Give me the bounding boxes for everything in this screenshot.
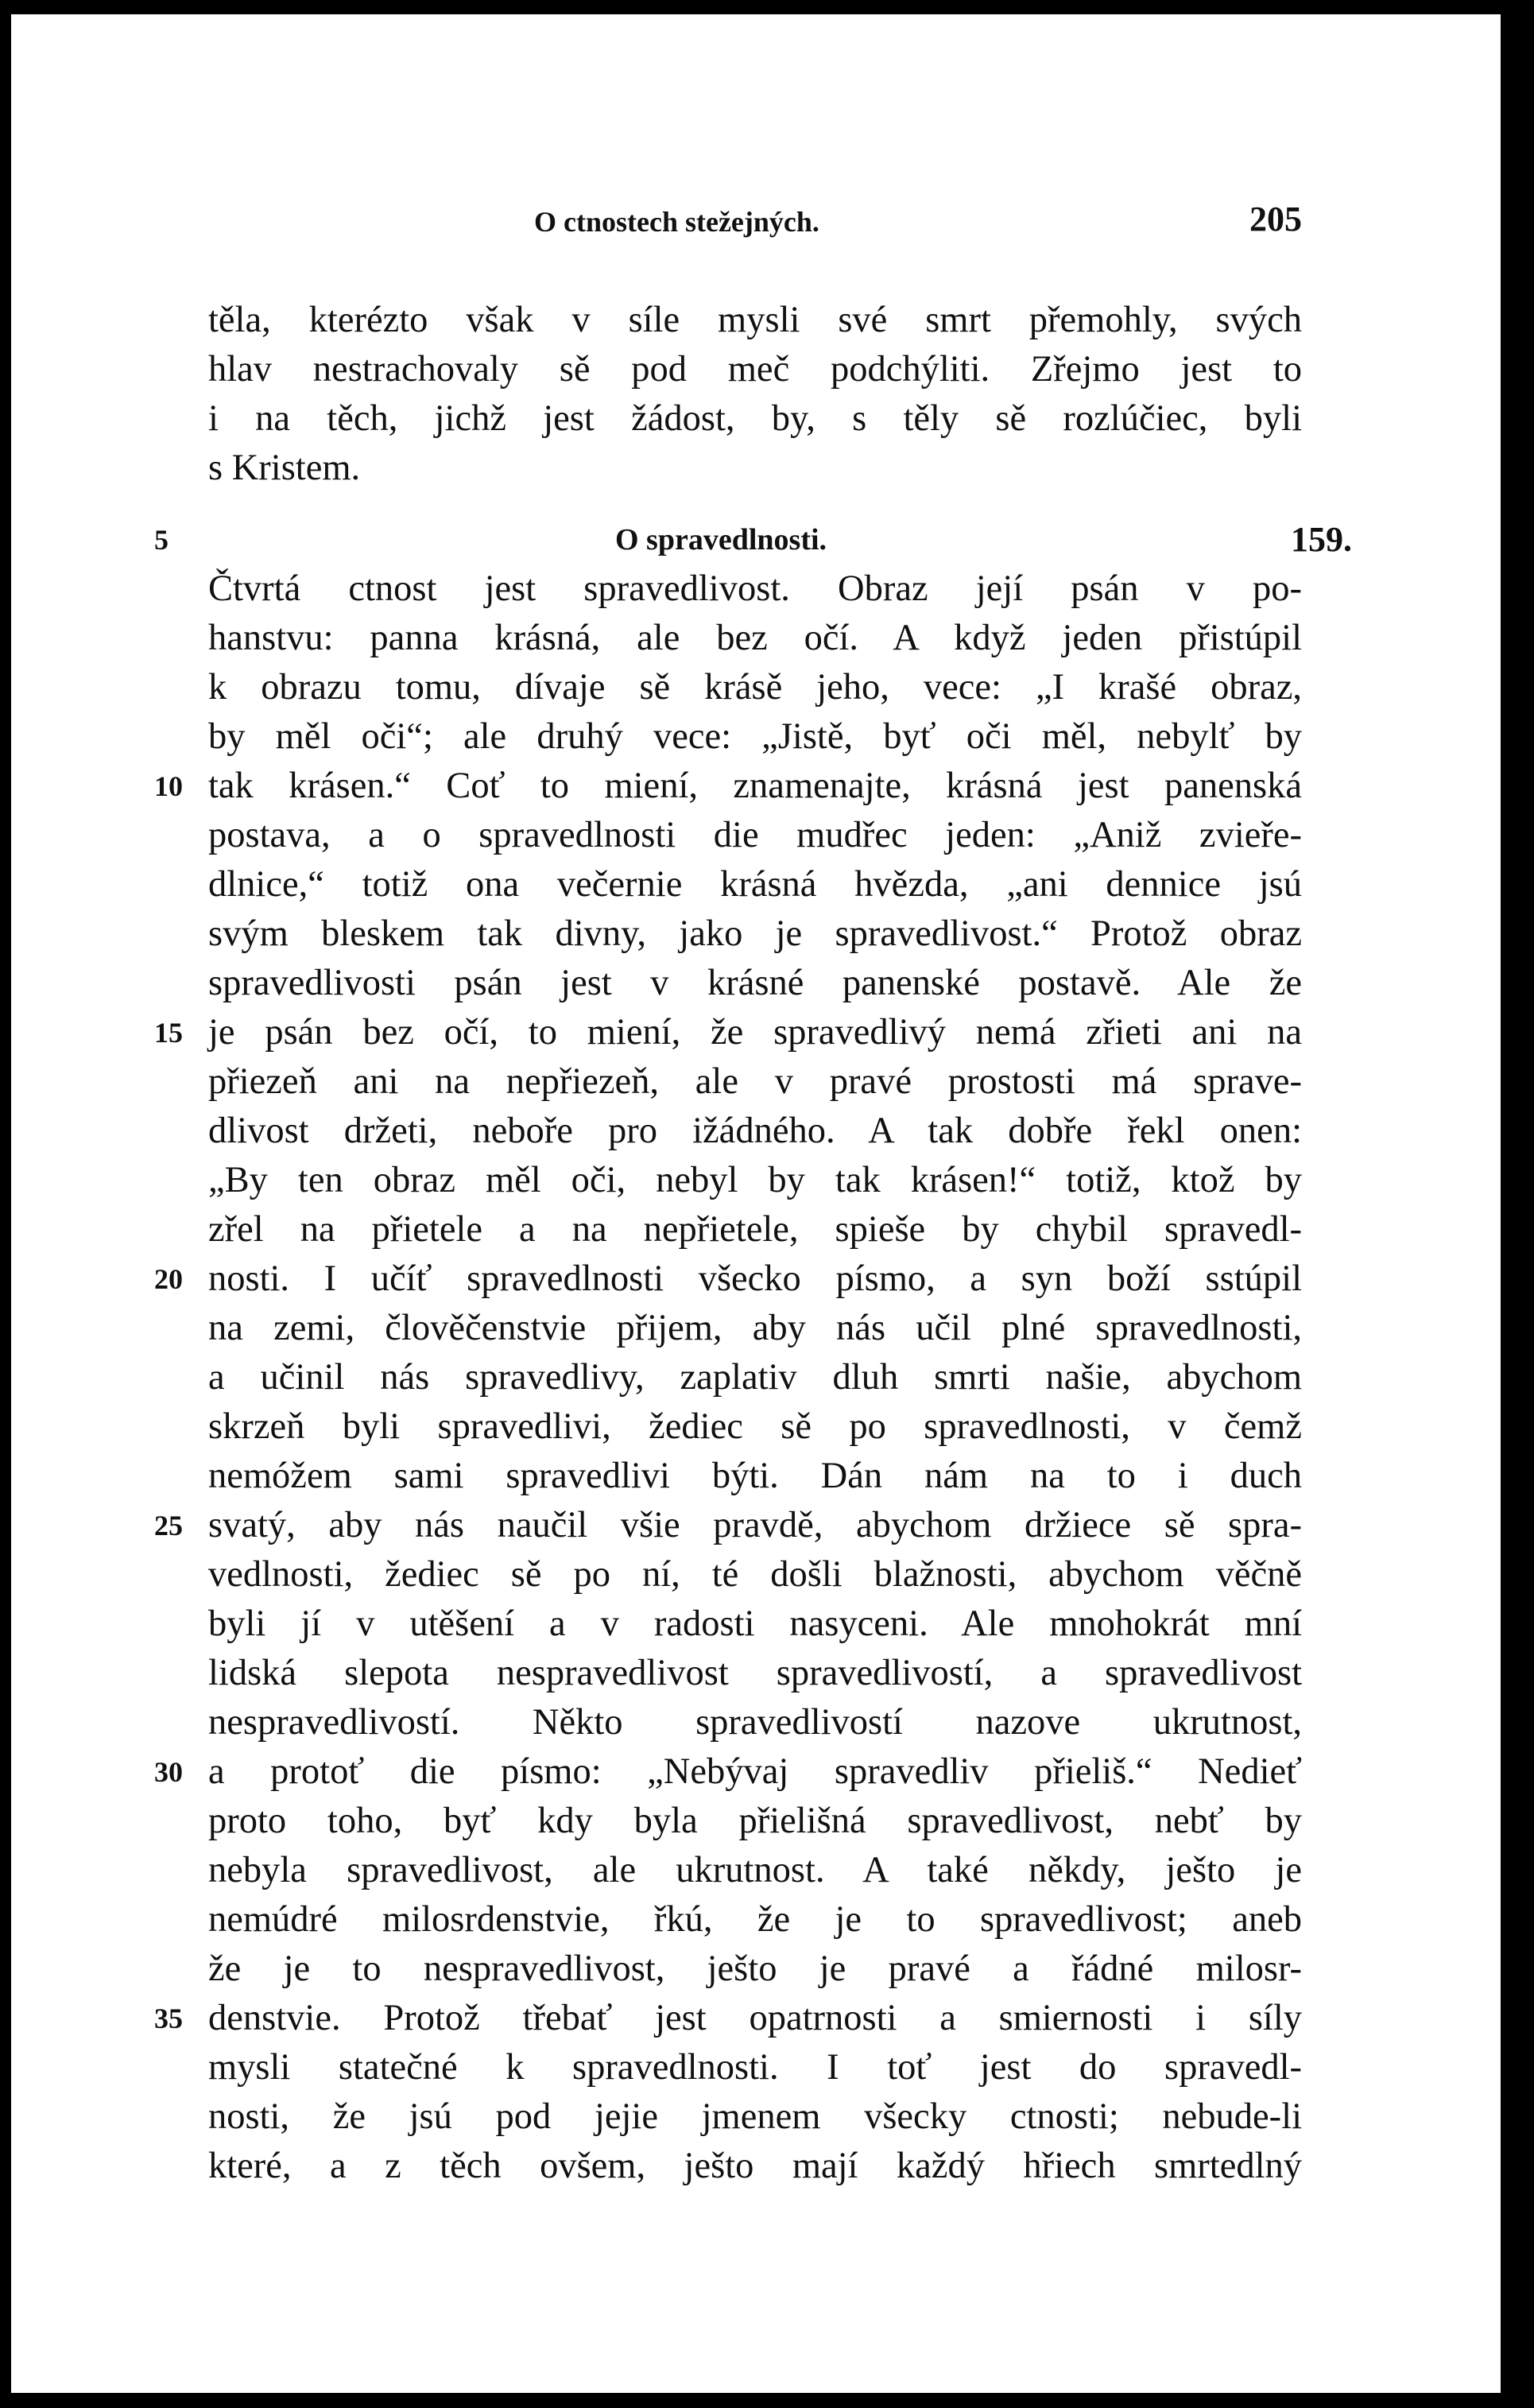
text-line: svým bleskem tak divny, jako je spravedlivost.“ Protož obraz bbox=[208, 913, 1302, 954]
marginal-number: 159. bbox=[1291, 520, 1352, 559]
text-line: nemóžem sami spravedlivi býti. Dán nám na to i duch bbox=[208, 1456, 1302, 1496]
text-line: hanstvu: panna krásná, ale bez očí. A když jeden přistúpil bbox=[208, 618, 1302, 658]
text-line: na zemi, člověčenstvie přijem, aby nás učil plné spravedlnosti, bbox=[208, 1308, 1302, 1348]
book-page bbox=[11, 14, 1501, 2393]
text-line: je psán bez očí, to miení, že spravedlivý nemá zřieti ani na bbox=[208, 1012, 1302, 1053]
text-line: by měl oči“; ale druhý vece: „Jistě, byť oči měl, nebylť by bbox=[208, 716, 1302, 757]
text-line: zřel na přietele a na nepřietele, spieše by chybil spravedl- bbox=[208, 1209, 1302, 1250]
text-line: že je to nespravedlivost, ješto je pravé a řádné milosr- bbox=[208, 1949, 1302, 1989]
text-line: Čtvrtá ctnost jest spravedlivost. Obraz její psán v po- bbox=[208, 568, 1302, 609]
line-number: 5 bbox=[154, 524, 169, 556]
text-line: „By ten obraz měl oči, nebyl by tak krásen!“ totiž, ktož by bbox=[208, 1160, 1302, 1200]
text-line: postava, a o spravedlnosti die mudřec jeden: „Aniž zvieře- bbox=[208, 815, 1302, 855]
page-number: 205 bbox=[1249, 200, 1302, 238]
text-line: a protoť die písmo: „Nebývaj spravedliv přieliš.“ Nedieť bbox=[208, 1751, 1302, 1792]
text-line: vedlnosti, žediec sě po ní, té došli blažnosti, abychom věčně bbox=[208, 1554, 1302, 1595]
text-line: byli jí v utěšení a v radosti nasyceni. Ale mnohokrát mní bbox=[208, 1603, 1302, 1644]
text-line: k obrazu tomu, dívaje sě krásě jeho, vece: „I krašé obraz, bbox=[208, 667, 1302, 708]
line-number: 10 bbox=[154, 770, 183, 802]
text-line: nosti. I učíť spravedlnosti všecko písmo, a syn boží sstúpil bbox=[208, 1258, 1302, 1299]
text-line: denstvie. Protož třebať jest opatrnosti a smiernosti i síly bbox=[208, 1998, 1302, 2038]
page-header bbox=[208, 199, 1302, 246]
text-line: i na těch, jichž jest žádost, by, s těly sě rozlúčiec, byli bbox=[208, 398, 1302, 439]
text-line: lidská slepota nespravedlivost spravedlivostí, a spravedlivost bbox=[208, 1653, 1302, 1693]
text-line: s Kristem. bbox=[208, 448, 361, 488]
text-line: proto toho, byť kdy byla přielišná spravedlivost, nebť by bbox=[208, 1801, 1302, 1841]
text-line: mysli statečné k spravedlnosti. I toť jest do spravedl- bbox=[208, 2047, 1302, 2088]
line-number: 15 bbox=[154, 1017, 183, 1049]
text-line: tak krásen.“ Coť to miení, znamenajte, krásná jest panenská bbox=[208, 766, 1302, 806]
text-line: nosti, že jsú pod jejie jmenem všecky ctnosti; nebude-li bbox=[208, 2096, 1302, 2137]
line-number: 20 bbox=[154, 1263, 183, 1295]
text-line: dlivost držeti, neboře pro ižádného. A tak dobře řekl onen: bbox=[208, 1111, 1302, 1151]
text-line: nebyla spravedlivost, ale ukrutnost. A také někdy, ješto je bbox=[208, 1850, 1302, 1890]
text-line: skrzeň byli spravedlivi, žediec sě po spravedlnosti, v čemž bbox=[208, 1406, 1302, 1447]
text-line: které, a z těch ovšem, ješto mají každý hřiech smrtedlný bbox=[208, 2146, 1302, 2186]
text-line: spravedlivosti psán jest v krásné panenské postavě. Ale že bbox=[208, 963, 1302, 1003]
text-line: přiezeň ani na nepřiezeň, ale v pravé prostosti má sprave- bbox=[208, 1061, 1302, 1102]
text-line: nemúdré milosrdenstvie, řkú, že je to spravedlivost; aneb bbox=[208, 1899, 1302, 1940]
text-line: svatý, aby nás naučil všie pravdě, abychom držiece sě spra- bbox=[208, 1505, 1302, 1545]
text-line: a učinil nás spravedlivy, zaplativ dluh smrti našie, abychom bbox=[208, 1357, 1302, 1398]
line-number: 30 bbox=[154, 1756, 183, 1788]
text-line: nespravedlivostí. Někto spravedlivostí nazove ukrutnost, bbox=[208, 1702, 1302, 1743]
running-title: O ctnostech stežejných. bbox=[534, 206, 819, 238]
line-number: 35 bbox=[154, 2003, 183, 2034]
text-line: dlnice,“ totiž ona večernie krásná hvězda, „ani dennice jsú bbox=[208, 864, 1302, 905]
text-line: hlav nestrachovaly sě pod meč podchýliti. Zřejmo jest to bbox=[208, 349, 1302, 390]
text-line: těla, kterézto však v síle mysli své smrt přemohly, svých bbox=[208, 300, 1302, 340]
line-number: 25 bbox=[154, 1510, 183, 1541]
section-heading: O spravedlnosti. bbox=[615, 523, 827, 556]
